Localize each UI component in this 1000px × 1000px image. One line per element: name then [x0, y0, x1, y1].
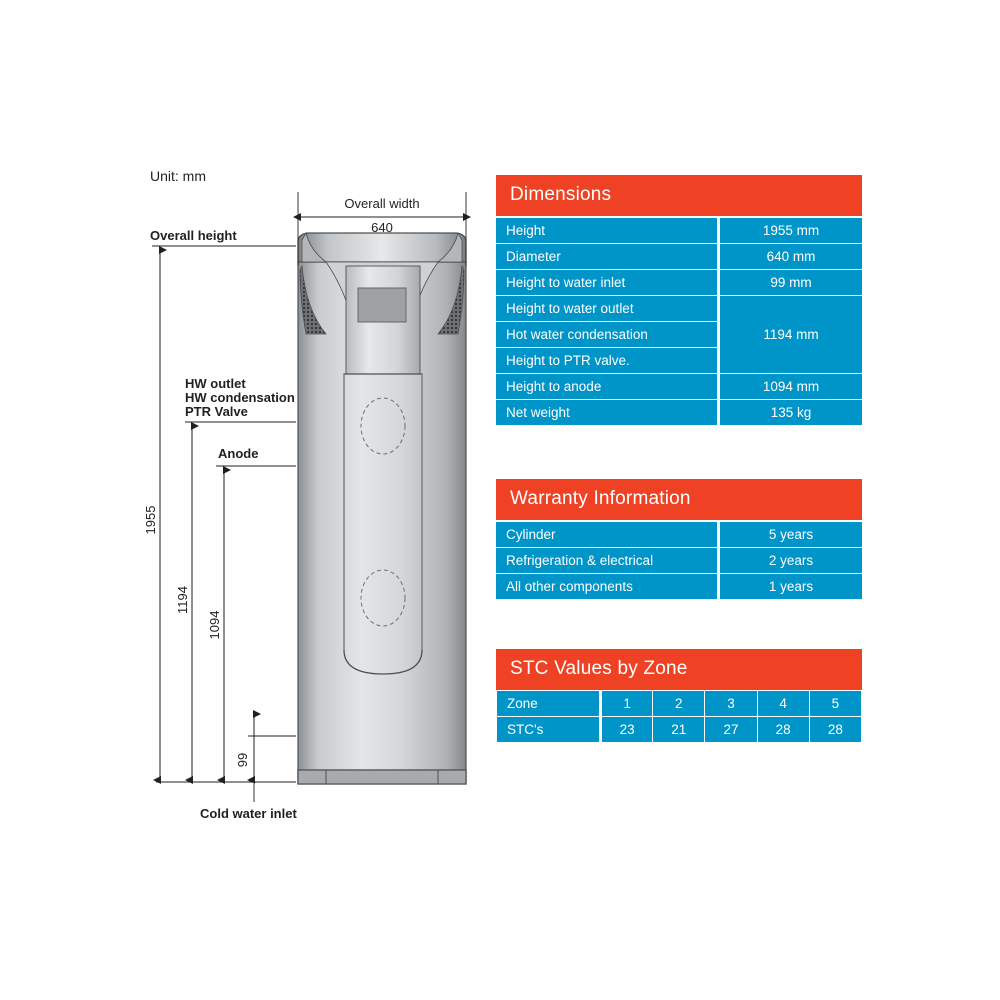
table-row	[496, 521, 862, 548]
stc-zone-1: 1	[601, 691, 653, 717]
dimensions-row-value: 1955 mm	[719, 217, 863, 244]
overall-width-label: Overall width	[344, 196, 420, 211]
stc-panel	[496, 649, 862, 743]
height-1194-dimension	[175, 426, 192, 780]
stc-value-3: 27	[705, 717, 757, 743]
warranty-row-label: Refrigeration & electrical	[496, 548, 719, 574]
height-99-dimension	[235, 714, 296, 780]
product-dimension-drawing	[130, 170, 490, 840]
overall-height-leader	[150, 228, 296, 246]
table-row	[496, 296, 862, 322]
stc-value-1: 23	[601, 717, 653, 743]
stc-title: STC Values by Zone	[496, 649, 862, 690]
table-row	[496, 217, 862, 244]
ptr-valve-label: PTR Valve	[185, 404, 248, 419]
dimensions-row-label: Height to water outlet	[496, 296, 719, 322]
table-row	[497, 717, 862, 743]
stc-values-label: STC's	[497, 717, 601, 743]
warranty-title: Warranty Information	[496, 479, 862, 520]
hw-outlet-leader	[185, 376, 296, 422]
table-row	[496, 400, 862, 426]
hw-outlet-label: HW outlet	[185, 376, 246, 391]
unit-label: Unit: mm	[150, 168, 206, 184]
dimensions-row-label: Net weight	[496, 400, 719, 426]
height-1194-value: 1194	[175, 586, 190, 614]
table-row	[496, 374, 862, 400]
dimensions-title: Dimensions	[496, 175, 862, 216]
dimensions-row-label: Diameter	[496, 244, 719, 270]
warranty-row-value: 2 years	[719, 548, 863, 574]
dimensions-row-value: 99 mm	[719, 270, 863, 296]
dimensions-row-label: Height to PTR valve.	[496, 348, 719, 374]
stc-value-2: 21	[653, 717, 705, 743]
stc-zone-5: 5	[809, 691, 861, 717]
anode-label: Anode	[218, 446, 259, 461]
stc-zone-2: 2	[653, 691, 705, 717]
table-row	[496, 574, 862, 600]
dimensions-row-value: 640 mm	[719, 244, 863, 270]
table-row	[496, 270, 862, 296]
table-row	[496, 244, 862, 270]
dimensions-table	[496, 216, 862, 426]
height-99-value: 99	[235, 752, 250, 768]
cold-water-inlet-leader	[200, 784, 297, 821]
anode-leader	[216, 446, 296, 466]
overall-width-value: 640	[371, 220, 393, 235]
warranty-panel	[496, 479, 862, 600]
hw-condensation-label: HW condensation	[185, 390, 295, 405]
dimensions-panel	[496, 175, 862, 426]
table-row	[497, 691, 862, 717]
overall-height-label: Overall height	[150, 228, 237, 243]
height-1955-value: 1955	[143, 505, 158, 535]
warranty-row-label: All other components	[496, 574, 719, 600]
warranty-row-label: Cylinder	[496, 521, 719, 548]
stc-zone-3: 3	[705, 691, 757, 717]
dimensions-row-value: 135 kg	[719, 400, 863, 426]
cold-water-inlet-label: Cold water inlet	[200, 806, 297, 821]
warranty-row-value: 5 years	[719, 521, 863, 548]
dimensions-row-label: Height	[496, 217, 719, 244]
warranty-table	[496, 520, 862, 600]
stc-zone-4: 4	[757, 691, 809, 717]
stc-zone-label: Zone	[497, 691, 601, 717]
height-1094-value: 1094	[207, 610, 222, 640]
height-1094-dimension	[207, 470, 224, 780]
dimensions-row-label: Hot water condensation	[496, 322, 719, 348]
dimensions-row-label: Height to anode	[496, 374, 719, 400]
stc-table	[496, 690, 862, 743]
warranty-row-value: 1 years	[719, 574, 863, 600]
heat-pump-unit-illustration	[298, 233, 466, 784]
stc-value-5: 28	[809, 717, 861, 743]
dimensions-row-label: Height to water inlet	[496, 270, 719, 296]
dimensions-merged-value: 1194 mm	[719, 296, 863, 374]
table-row	[496, 548, 862, 574]
height-1955-dimension	[143, 250, 296, 782]
stc-value-4: 28	[757, 717, 809, 743]
dimensions-row-value: 1094 mm	[719, 374, 863, 400]
